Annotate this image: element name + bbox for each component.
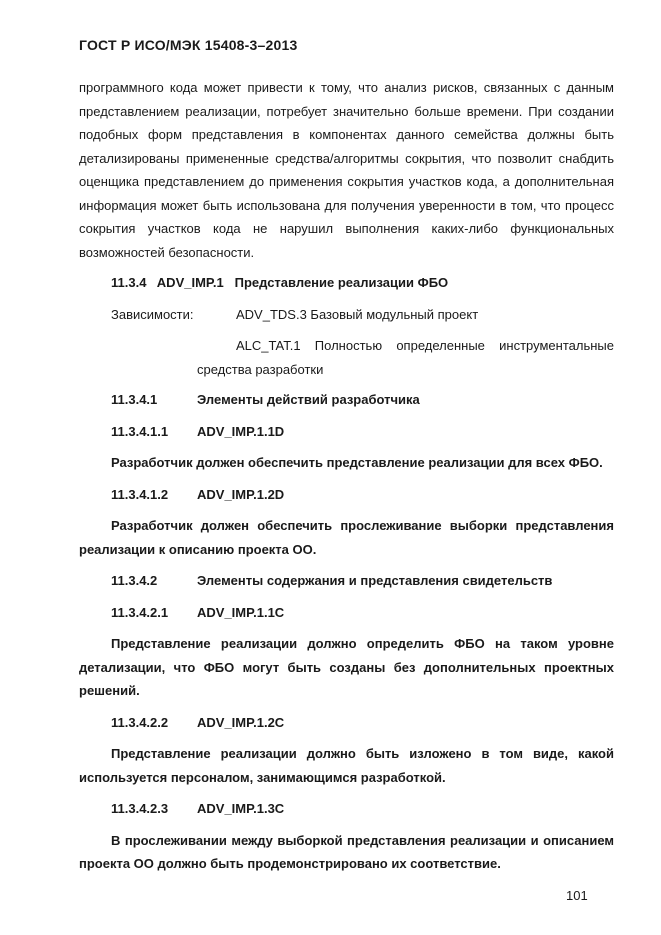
element-id: ADV_IMP.1.1D xyxy=(197,423,285,439)
component-number: 11.3.4 xyxy=(111,275,147,290)
element-number: 11.3.4.2.1 xyxy=(111,604,169,620)
element-text: Представление реализации должно быть изложено в том виде, какой используется персоналом, занимающимся разработкой. xyxy=(79,746,614,785)
element-heading xyxy=(79,420,614,444)
dependency-2-continued: средства разработки xyxy=(197,361,324,377)
element-text: Представление реализации должно определить ФБО на таком уровне детализации, что ФБО могут быть созданы без дополнительных проектных решений. xyxy=(79,636,614,698)
element-id: ADV_IMP.1.1C xyxy=(197,604,285,620)
section-title: Элементы содержания и представления свидетельств xyxy=(197,573,553,588)
intro-paragraph: программного кода может привести к тому, что анализ рисков, связанных с данным представлением реализации, потребует значительно больше времени. При создании подобных форм представления в компонентах данного семейства должны быть детализированы примененные средства/алгоритмы сокрытия, что позволит снабдить оценщика представлением до применения сокрытия участков кода, а дополнительная информация может быть использована для получения уверенности в том, что процесс сокрытия участков кода не нарушил выполнения каких-либо функциональных возможностей безопасности. xyxy=(79,80,614,260)
element-number: 11.3.4.2.2 xyxy=(111,714,169,730)
element-text: Разработчик должен обеспечить прослеживание выборки представления реализации к описанию проекта ОО. xyxy=(79,518,614,557)
element-id: ADV_IMP.1.3C xyxy=(197,801,285,816)
element-heading xyxy=(79,797,614,821)
dependency-1: ADV_TDS.3 Базовый модульный проект xyxy=(236,306,479,322)
element-id: ADV_IMP.1.2D xyxy=(197,486,285,502)
dependencies-label: Зависимости: xyxy=(111,306,194,322)
element-number: 11.3.4.1.1 xyxy=(111,423,169,439)
element-heading xyxy=(79,601,614,625)
page-body xyxy=(79,76,614,884)
page-number: 101 xyxy=(566,888,588,903)
section-heading-evidence-elements xyxy=(79,569,614,593)
section-title: Элементы действий разработчика xyxy=(197,392,420,407)
section-heading-developer-actions xyxy=(79,388,614,412)
component-id: ADV_IMP.1 xyxy=(156,275,224,290)
element-number: 11.3.4.2.3 xyxy=(111,801,169,816)
section-number: 11.3.4.1 xyxy=(111,392,158,407)
element-id: ADV_IMP.1.2C xyxy=(197,714,285,730)
document-header: ГОСТ Р ИСО/МЭК 15408-3–2013 xyxy=(79,37,298,53)
section-number: 11.3.4.2 xyxy=(111,573,158,588)
element-text: В прослеживании между выборкой представления реализации и описанием проекта ОО должно быть продемонстрировано их соответствие. xyxy=(79,832,614,871)
component-heading xyxy=(79,271,614,295)
dependencies-row xyxy=(79,303,614,327)
dependency-2: ALC_TAT.1 Полностью определенные инструментальные xyxy=(236,338,614,353)
component-title: Представление реализации ФБО xyxy=(234,275,449,290)
element-heading xyxy=(79,711,614,735)
element-heading xyxy=(79,483,614,507)
element-number: 11.3.4.1.2 xyxy=(111,486,169,502)
element-text: Разработчик должен обеспечить представление реализации для всех ФБО. xyxy=(111,455,603,470)
